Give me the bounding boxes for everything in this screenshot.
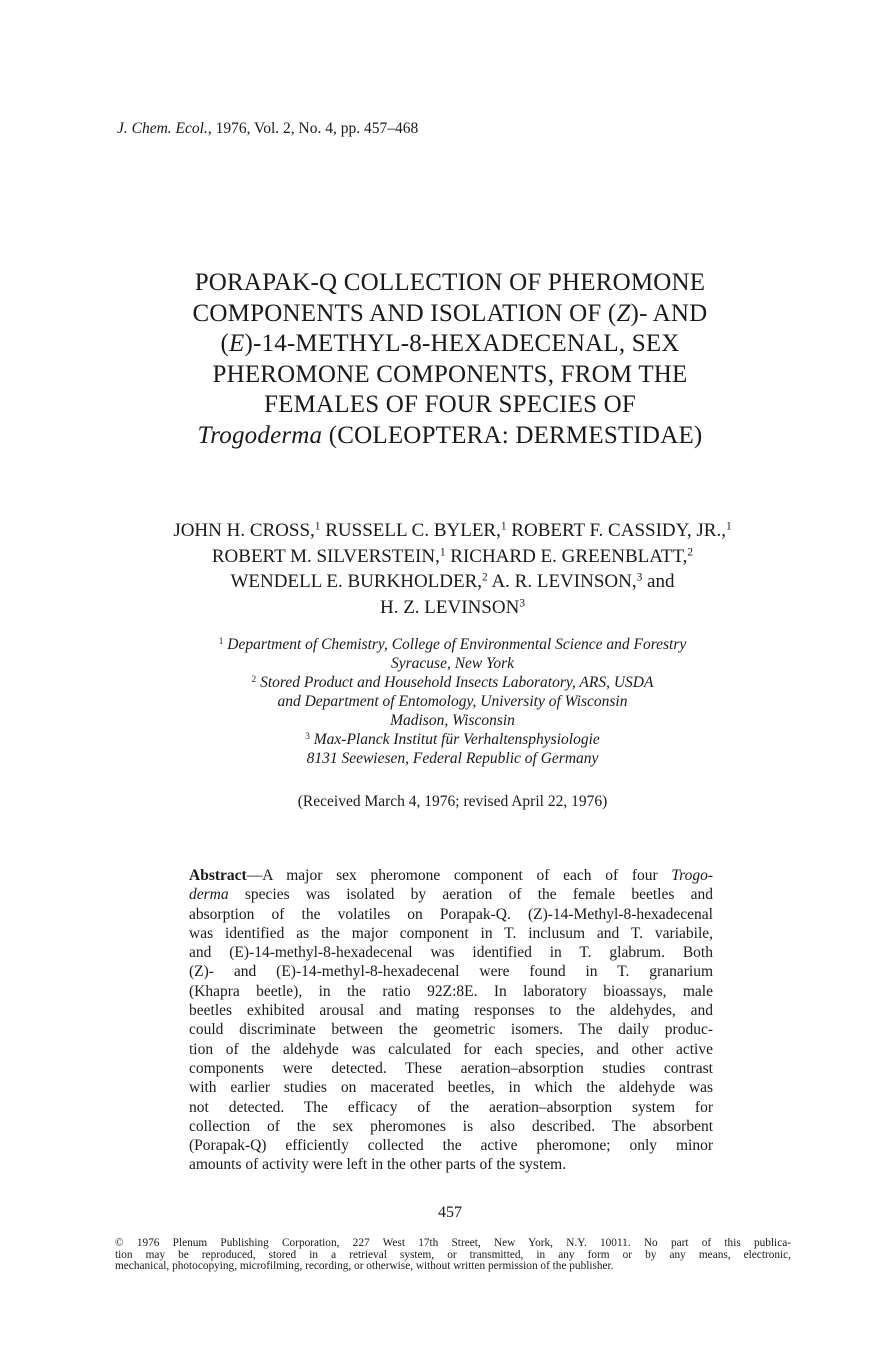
abstract-line: was identified as the major component in T. inclusum and T. variabile,	[189, 924, 713, 942]
author-list	[80, 518, 825, 620]
copyright-notice	[115, 1238, 791, 1273]
abstract-line: (Khapra beetle), in the ratio 92Z:8E. In laboratory bioassays, male	[189, 982, 713, 1000]
abstract-line: could discriminate between the geometric isomers. The daily produc-	[189, 1021, 713, 1039]
author-line: H. Z. LEVINSON$^3$	[379, 596, 526, 618]
abstract-line: derma species was isolated by aeration of the female beetles and	[189, 886, 713, 904]
affiliation-line: $^3$ Max-Planck Institut für Verhaltensphysiologie	[305, 731, 600, 748]
genus-name: Trogoderma	[197, 421, 323, 449]
abstract	[189, 866, 713, 1175]
journal-name: J. Chem. Ecol.	[117, 120, 208, 137]
abstract-line: Abstract—A major sex pheromone component of each of four Trogo-	[189, 867, 713, 884]
copyright-line: tion may be reproduced, stored in a retrieval system, or transmitted, in any form or by any means, electronic,	[115, 1249, 791, 1261]
affiliation-line: $^1$ Department of Chemistry, College of Environmental Science and Forestry	[218, 636, 687, 653]
abstract-line: amounts of activity were left in the other parts of the system.	[189, 1156, 567, 1174]
author-line: JOHN H. CROSS,$^1$ RUSSELL C. BYLER,$^1$ ROBERT F. CASSIDY, JR.,$^1$	[173, 520, 732, 541]
abstract-line: and (E)-14-methyl-8-hexadecenal was identified in T. glabrum. Both	[189, 944, 713, 962]
abstract-line: absorption of the volatiles on Porapak-Q. (Z)-14-Methyl-8-hexadecenal	[189, 905, 713, 923]
affiliation-line: $^2$ Stored Product and Household Insects Laboratory, ARS, USDA	[251, 674, 654, 691]
abstract-label: Abstract	[189, 867, 247, 884]
abstract-line: (Porapak-Q) efficiently collected the active pheromone; only minor	[189, 1137, 713, 1155]
affiliations	[100, 635, 805, 768]
citation-details: , 1976, Vol. 2, No. 4, pp. 457–468	[207, 120, 419, 137]
journal-citation	[117, 120, 418, 138]
title-line: Trogoderma (COLEOPTERA: DERMESTIDAE)	[197, 421, 703, 449]
affiliation-line: 8131 Seewiesen, Federal Republic of Germany	[306, 750, 599, 767]
abstract-line: not detected. The efficacy of the aeration–absorption system for	[189, 1098, 713, 1116]
title-line: COMPONENTS AND ISOLATION OF (Z)- AND	[192, 299, 708, 327]
title-line: FEMALES OF FOUR SPECIES OF	[264, 391, 636, 418]
article-title	[100, 268, 800, 451]
abstract-line: (Z)- and (E)-14-methyl-8-hexadecenal were found in T. granarium	[189, 963, 713, 981]
title-line: PHEROMONE COMPONENTS, FROM THE	[212, 360, 688, 388]
copyright-line: mechanical, photocopying, microfilming, recording, or otherwise, without written permission of the publisher.	[115, 1261, 614, 1272]
page-number: 457	[438, 1204, 462, 1221]
title-line: (E)-14-METHYL-8-HEXADECENAL, SEX	[220, 330, 680, 357]
title-line: PORAPAK-Q COLLECTION OF PHEROMONE	[194, 269, 706, 296]
abstract-line: beetles exhibited arousal and mating responses to the aldehydes, and	[189, 1002, 713, 1020]
copyright-line: © 1976 Plenum Publishing Corporation, 227 West 17th Street, New York, N.Y. 10011. No part of this publica-	[115, 1238, 791, 1249]
abstract-line: with earlier studies on macerated beetles, in which the aldehyde was	[189, 1079, 713, 1097]
abstract-line: tion of the aldehyde was calculated for each species, and other active	[189, 1040, 713, 1058]
affiliation-line: and Department of Entomology, University of Wisconsin	[277, 693, 628, 710]
abstract-line: collection of the sex pheromones is also described. The absorbent	[189, 1117, 713, 1135]
author-line: WENDELL E. BURKHOLDER,$^2$ A. R. LEVINSON,$^3$ and	[230, 571, 675, 592]
affiliation-line: Madison, Wisconsin	[390, 712, 515, 729]
author-line: ROBERT M. SILVERSTEIN,$^1$ RICHARD E. GREENBLATT,$^2$	[211, 545, 694, 567]
affiliation-line: Syracuse, New York	[391, 655, 514, 672]
abstract-line: components were detected. These aeration–absorption studies contrast	[189, 1059, 713, 1077]
received-dates: (Received March 4, 1976; revised April 22, 1976)	[297, 793, 608, 810]
